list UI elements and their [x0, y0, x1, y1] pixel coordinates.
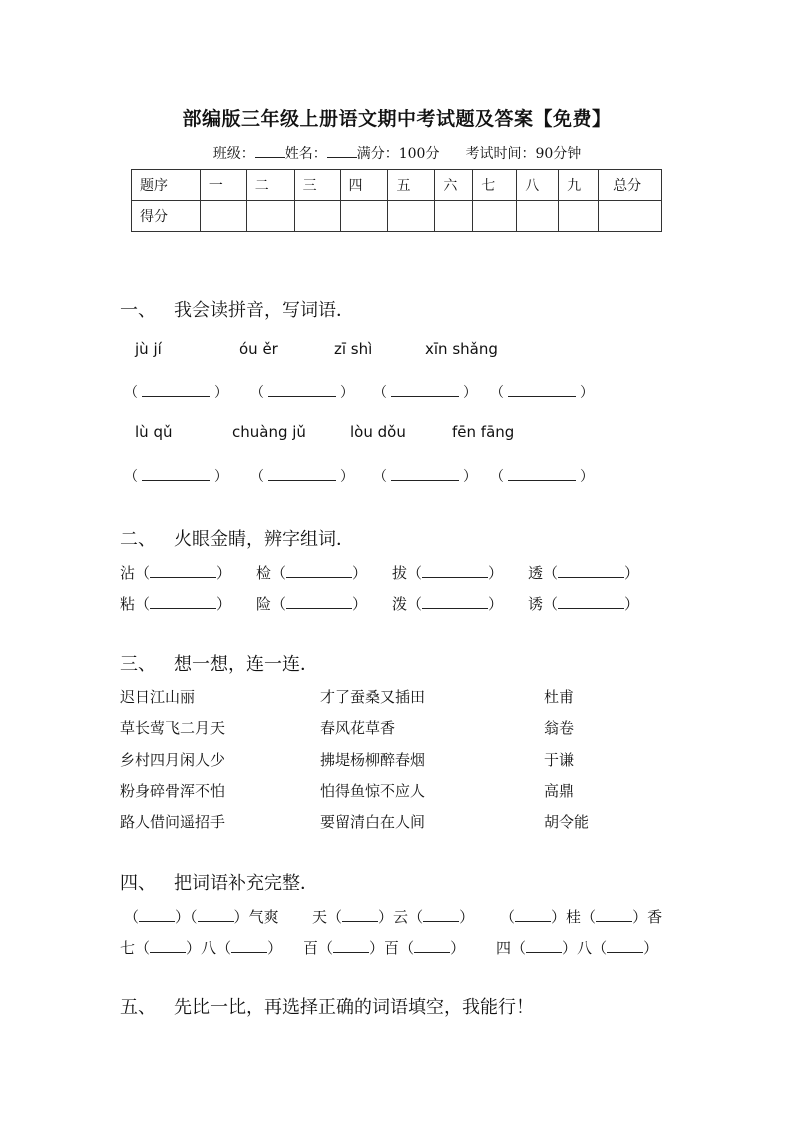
poet-name[interactable]: 杜甫	[544, 688, 575, 706]
score-cell[interactable]	[340, 201, 388, 232]
idiom-fill[interactable]: 天（ ）云（ ）	[312, 908, 475, 926]
info-line	[0, 143, 794, 163]
page-title: 部编版三年级上册语文期中考试题及答案【免费】	[182, 108, 612, 130]
poem-line[interactable]: 拂堤杨柳醉春烟	[320, 751, 426, 769]
answer-blank[interactable]: （ ）	[373, 469, 477, 485]
score-cell[interactable]	[473, 201, 517, 232]
poet-name[interactable]: 胡令能	[544, 813, 590, 831]
full-score: 满分：100分	[356, 146, 440, 162]
section-2-heading	[120, 525, 354, 551]
score-cell[interactable]	[246, 201, 294, 232]
section-number: 五、	[120, 997, 156, 1018]
name-label: 姓名：	[284, 146, 327, 162]
poem-line[interactable]: 怕得鱼惊不应人	[320, 782, 426, 800]
answer-blank[interactable]: （ ）	[124, 385, 228, 401]
score-header-row	[132, 170, 662, 201]
poet-name[interactable]: 高鼎	[544, 782, 575, 800]
class-label: 班级：	[212, 146, 255, 162]
idiom-fill[interactable]: （ ）桂（ ）香	[500, 908, 663, 926]
score-header-cell: 四	[340, 170, 388, 201]
poet-name[interactable]: 翁卷	[544, 719, 575, 737]
poem-line[interactable]: 要留清白在人间	[320, 813, 426, 831]
name-blank[interactable]	[327, 143, 357, 158]
section-number: 四、	[120, 873, 156, 894]
score-table	[131, 169, 662, 232]
section-title: 想一想，连一连．	[174, 654, 318, 675]
score-header-cell: 八	[517, 170, 559, 201]
score-header-cell: 五	[388, 170, 435, 201]
answer-blank[interactable]: （ ）	[490, 469, 594, 485]
section-title: 我会读拼音，写词语．	[174, 300, 354, 321]
score-header-cell: 二	[246, 170, 294, 201]
pinyin: fēn fāng	[452, 423, 515, 441]
pinyin: lòu dǒu	[350, 423, 406, 441]
section-number: 三、	[120, 654, 156, 675]
score-cell[interactable]	[388, 201, 435, 232]
poem-line[interactable]: 粉身碎骨浑不怕	[120, 782, 226, 800]
answer-blank[interactable]: （ ）	[490, 385, 594, 401]
word-blank[interactable]: 拔（ ）	[392, 564, 504, 582]
section-number: 一、	[120, 300, 156, 321]
score-cell[interactable]	[517, 201, 559, 232]
score-cell[interactable]	[200, 201, 246, 232]
word-blank[interactable]: 粘（ ）	[120, 595, 232, 613]
score-cell[interactable]	[435, 201, 473, 232]
section-5-heading	[120, 993, 534, 1019]
exam-time: 考试时间：90分钟	[465, 146, 582, 162]
answer-blank[interactable]: （ ）	[250, 469, 354, 485]
word-blank[interactable]: 检（ ）	[256, 564, 368, 582]
idiom-fill[interactable]: 四（ ）八（ ）	[496, 939, 659, 957]
section-1-heading	[120, 296, 354, 322]
class-blank[interactable]	[255, 143, 285, 158]
answer-blank[interactable]: （ ）	[373, 385, 477, 401]
score-cell[interactable]	[599, 201, 662, 232]
score-row-label: 得分	[132, 201, 201, 232]
pinyin: chuàng jǔ	[232, 423, 306, 441]
score-header-cell: 七	[473, 170, 517, 201]
idiom-fill[interactable]: （ ）（ ）气爽	[124, 908, 279, 926]
word-blank[interactable]: 险（ ）	[256, 595, 368, 613]
poem-line[interactable]: 春风花草香	[320, 719, 396, 737]
poem-line[interactable]: 才了蚕桑又插田	[320, 688, 426, 706]
score-header-cell: 总分	[599, 170, 662, 201]
word-blank[interactable]: 泼（ ）	[392, 595, 504, 613]
score-cell[interactable]	[559, 201, 599, 232]
answer-blank[interactable]: （ ）	[124, 469, 228, 485]
score-header-cell: 三	[294, 170, 340, 201]
section-title: 火眼金睛，辨字组词．	[174, 529, 354, 550]
pinyin: zī shì	[334, 340, 373, 358]
pinyin: lù qǔ	[135, 423, 173, 441]
score-header-cell: 题序	[132, 170, 201, 201]
pinyin: jù jí	[135, 340, 162, 358]
section-4-heading	[120, 869, 318, 895]
poem-line[interactable]: 草长莺飞二月天	[120, 719, 226, 737]
word-blank[interactable]: 沾（ ）	[120, 564, 232, 582]
pinyin: xīn shǎng	[425, 340, 498, 358]
section-3-heading	[120, 650, 318, 676]
score-row	[132, 201, 662, 232]
score-header-cell: 一	[200, 170, 246, 201]
pinyin: óu ěr	[239, 340, 278, 358]
score-cell[interactable]	[294, 201, 340, 232]
answer-blank[interactable]: （ ）	[250, 385, 354, 401]
score-header-cell: 九	[559, 170, 599, 201]
idiom-fill[interactable]: 七（ ）八（ ）	[120, 939, 283, 957]
poem-line[interactable]: 迟日江山丽	[120, 688, 196, 706]
word-blank[interactable]: 诱（ ）	[528, 595, 640, 613]
word-blank[interactable]: 透（ ）	[528, 564, 640, 582]
idiom-fill[interactable]: 百（ ）百（ ）	[303, 939, 466, 957]
section-number: 二、	[120, 529, 156, 550]
score-header-cell: 六	[435, 170, 473, 201]
section-title: 把词语补充完整．	[174, 873, 318, 894]
poem-line[interactable]: 乡村四月闲人少	[120, 751, 226, 769]
poem-line[interactable]: 路人借问遥招手	[120, 813, 226, 831]
poet-name[interactable]: 于谦	[544, 751, 575, 769]
section-title: 先比一比，再选择正确的词语填空，我能行！	[174, 997, 534, 1018]
